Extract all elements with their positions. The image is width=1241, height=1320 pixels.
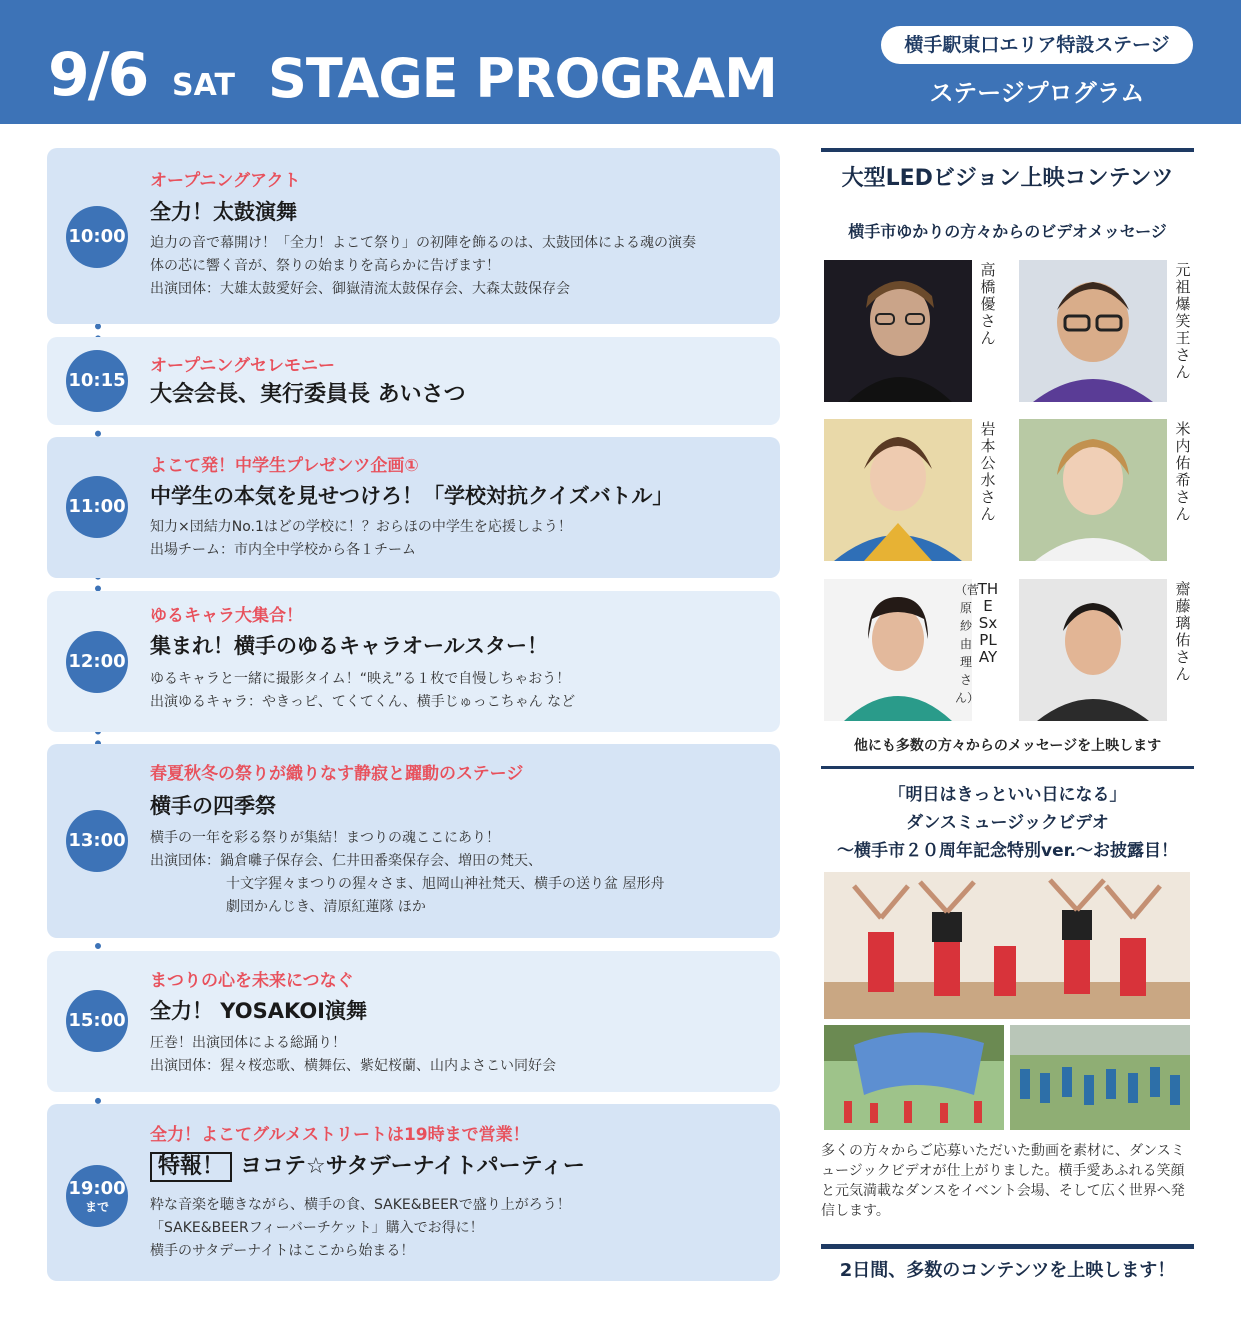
program-description	[150, 1032, 760, 1078]
program-line: 粋な音楽を聴きながら、横手の食、SAKE&BEERで盛り上がろう！	[150, 1197, 571, 1213]
page-title: STAGE PROGRAM	[268, 47, 777, 110]
led-subheading: 横手市ゆかりの方々からのビデオメッセージ	[848, 222, 1167, 241]
program-line: 出演団体：鍋倉囃子保存会、仁井田番楽保存会、増田の梵天、	[150, 853, 542, 869]
program-tag: 春夏秋冬の祭りが織りなす静寂と躍動のステージ	[150, 764, 524, 784]
program-tag: ゆるキャラ大集合！	[150, 606, 303, 626]
time-label: 10:15	[68, 370, 126, 391]
program-line: 知力×団結力No.1はどの学校に！？おらほの中学生を応援しよう！	[150, 519, 572, 535]
program-title: 大会会長、実行委員長 あいさつ	[150, 382, 466, 407]
program-description	[150, 1194, 760, 1263]
program-card-1100	[47, 437, 780, 578]
special-badge: 特報！	[150, 1152, 232, 1182]
mv-title-line2: ダンスミュージックビデオ	[906, 813, 1109, 833]
portrait-placeholder	[1019, 419, 1167, 561]
program-description	[150, 232, 760, 301]
portrait-photo-sxplay	[824, 579, 972, 721]
program-title: 中学生の本気を見せつけろ！「学校対抗クイズバトル」	[150, 484, 674, 508]
time-label: 10:00	[68, 226, 126, 247]
section-rule-middle	[821, 766, 1194, 769]
program-title-text: ヨコテ☆サタデーナイトパーティー	[240, 1154, 585, 1179]
portrait-placeholder	[824, 419, 972, 561]
person-name-sub	[955, 581, 980, 707]
program-line: 横手の一年を彩る祭りが集結！まつりの魂ここにあり！	[150, 830, 500, 846]
header-banner	[0, 0, 1241, 124]
dance-photo-flag	[824, 1025, 1004, 1130]
program-line: 体の芯に響く音が、祭りの始まりを高らかに告げます！	[150, 258, 500, 274]
program-line: 劇団かんじき、清原紅蓮隊 ほか	[226, 899, 426, 915]
person-name-sub-text: （菅原 紗由理さん）	[955, 583, 980, 705]
portrait-photo-yonai	[1019, 419, 1167, 561]
program-title: 横手の四季祭	[150, 794, 276, 818]
person-name	[977, 581, 999, 666]
program-tag: まつりの心を未来につなぐ	[150, 971, 354, 991]
page-subtitle: ステージプログラム	[929, 79, 1145, 107]
person-name-text: THE SxPLAY	[977, 580, 999, 666]
footer-note: 2日間、多数のコンテンツを上映します！	[839, 1260, 1176, 1281]
program-card-1300	[47, 744, 780, 938]
time-marker-1500	[66, 990, 128, 1052]
time-marker-1200	[66, 631, 128, 693]
mv-description: 多くの方々からご応募いただいた動画を素材に、ダンスミュージックビデオが仕上がりました。横手愛あふれる笑顔と元気満載なダンスをイベント会場、そして広く世界へ発信します。	[821, 1143, 1185, 1219]
dance-photo-placeholder	[1010, 1025, 1190, 1130]
program-line: 出演ゆるキャラ：やきっピ、てくてくん、横手じゅっこちゃん など	[150, 694, 576, 710]
section-rule-top	[821, 148, 1194, 152]
program-card-1900	[47, 1104, 780, 1281]
portrait-photo-saito	[1019, 579, 1167, 721]
program-tag: オープニングセレモニー	[150, 356, 335, 376]
time-marker-1015	[66, 350, 128, 412]
program-card-1000	[47, 148, 780, 324]
time-sublabel: まで	[84, 1200, 109, 1214]
time-marker-1000	[66, 206, 128, 268]
person-name: 高橋 優さん	[980, 261, 996, 347]
program-title: 集まれ！横手のゆるキャラオールスター！	[150, 634, 548, 658]
program-line: 出演団体：大雄太鼓愛好会、御嶽清流太鼓保存会、大森太鼓保存会	[150, 281, 570, 297]
program-title: 全力！ YOSAKOI演舞	[150, 999, 367, 1023]
program-description	[150, 516, 760, 562]
program-card-1015	[47, 337, 780, 425]
event-date: 9/6	[48, 40, 148, 110]
led-heading: 大型LEDビジョン上映コンテンツ	[841, 166, 1174, 191]
program-line: 横手のサタデーナイトはここから始まる！	[150, 1243, 415, 1259]
time-label: 11:00	[68, 496, 126, 517]
program-card-1200	[47, 591, 780, 732]
program-tag: よこて発！中学生プレゼンツ企画①	[150, 456, 419, 476]
venue-badge: 横手駅東口エリア特設ステージ	[881, 26, 1193, 64]
program-line: ゆるキャラと一緒に撮影タイム！“映え”る１枚で自慢しちゃおう！	[150, 671, 571, 687]
time-marker-1900	[66, 1165, 128, 1227]
section-rule-bottom	[821, 1244, 1194, 1249]
program-description	[150, 668, 760, 714]
time-label: 19:00	[68, 1178, 126, 1199]
program-card-1500	[47, 951, 780, 1092]
time-label: 15:00	[68, 1010, 126, 1031]
time-marker-1100	[66, 476, 128, 538]
dance-photo-placeholder	[824, 1025, 1004, 1130]
person-name: 元祖爆笑王さん	[1175, 261, 1191, 381]
program-description	[150, 827, 760, 919]
person-name: 米内 佑希さん	[1175, 420, 1191, 523]
led-note: 他にも多数の方々からのメッセージを上映します	[853, 738, 1162, 754]
time-label: 12:00	[68, 651, 126, 672]
person-name: 齋藤 璃佑さん	[1175, 580, 1191, 683]
program-line: 十文字猩々まつりの猩々さま、旭岡山神社梵天、横手の送り盆 屋形舟	[226, 876, 665, 892]
mv-title-line3: ～横手市２０周年記念特別ver.～お披露目！	[836, 841, 1179, 861]
program-line: 「SAKE&BEERフィーバーチケット」購入でお得に！	[150, 1220, 484, 1236]
program-line: 出演団体：猩々桜恋歌、横舞伝、紫妃桜蘭、山内よさこい同好会	[150, 1058, 556, 1074]
dance-photo-crowd	[1010, 1025, 1190, 1130]
person-name: 岩本 公水さん	[980, 420, 996, 523]
program-line: 出場チーム：市内全中学校から各１チーム	[150, 542, 416, 558]
portrait-placeholder	[1019, 579, 1167, 721]
portrait-placeholder	[1019, 260, 1167, 402]
event-day: SAT	[172, 68, 235, 103]
time-label: 13:00	[68, 830, 126, 851]
time-marker-1300	[66, 810, 128, 872]
program-line: 圧巻！出演団体による総踊り！	[150, 1035, 346, 1051]
program-title	[150, 1152, 585, 1182]
portrait-photo-ganso	[1019, 260, 1167, 402]
portrait-photo-iwamoto	[824, 419, 972, 561]
dance-photo-main	[824, 872, 1190, 1019]
portrait-photo-takahashi	[824, 260, 972, 402]
dance-photo-placeholder	[824, 872, 1190, 1019]
program-tag: 全力！よこてグルメストリートは19時まで営業！	[150, 1125, 530, 1145]
portrait-placeholder	[824, 579, 972, 721]
program-tag: オープニングアクト	[150, 171, 301, 191]
mv-title-line1: 「明日はきっといい日になる」	[888, 785, 1127, 805]
program-title: 全力！太鼓演舞	[150, 200, 297, 224]
program-line: 迫力の音で幕開け！「全力！よこて祭り」の初陣を飾るのは、太鼓団体による魂の演奏	[150, 235, 696, 251]
portrait-placeholder	[824, 260, 972, 402]
